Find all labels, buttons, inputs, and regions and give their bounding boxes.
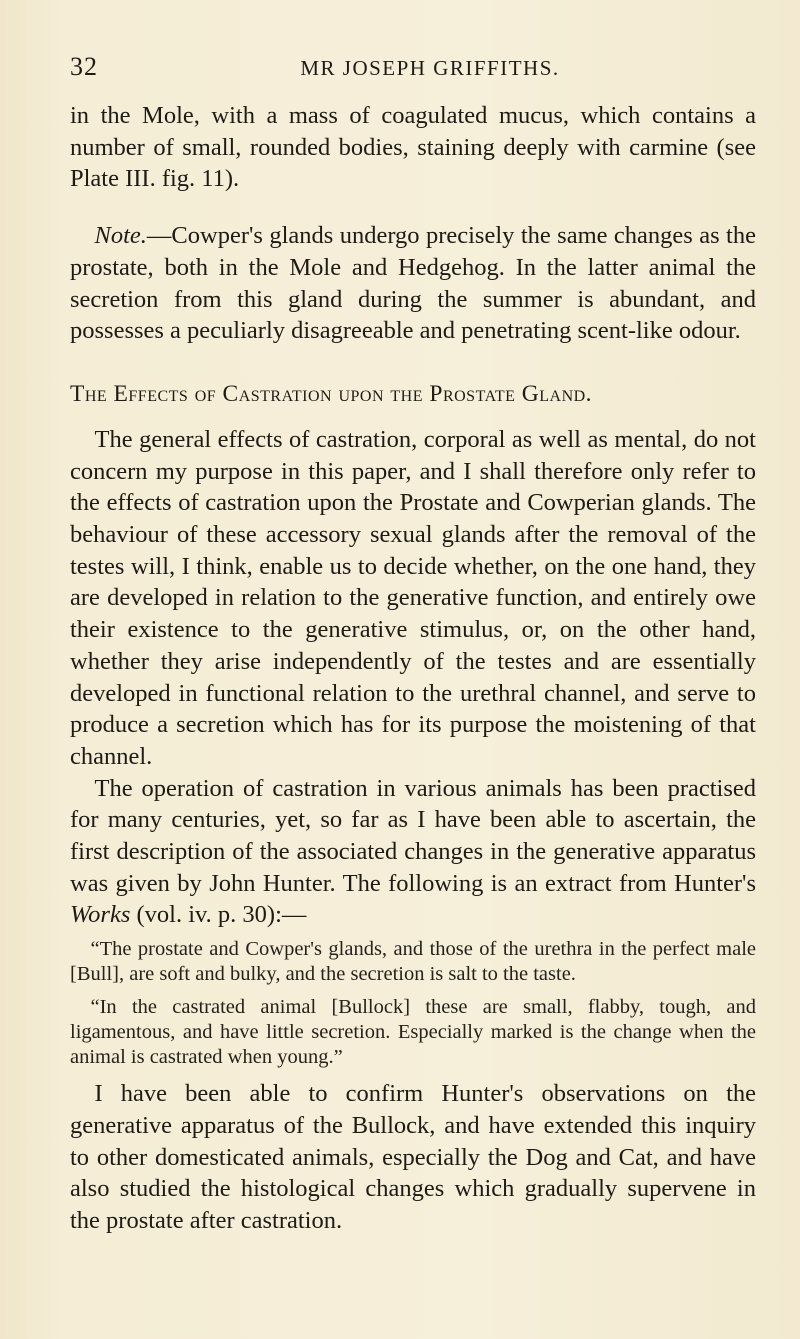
confirmation-text: I have been able to confirm Hunter's observations on the generative apparatus of the Bullock, and have extended this inquiry to other domesticated animals, especially the Dog and Cat, and have also studied the histological changes which gradually supervene in the prostate after castration. [70, 1080, 756, 1234]
works-title: Works [70, 901, 131, 929]
note-label: Note. [94, 222, 147, 250]
quote-bull [70, 937, 756, 987]
quote-bullock [70, 995, 756, 1070]
running-head [70, 52, 750, 86]
note-paragraph [70, 220, 756, 347]
history-text-start: The operation of castration in various animals has been practised for many centuries, yet, so far as I have been able to ascertain, the first description of the associated changes in the generative apparatus was given by John Hunter. The following is an extract from Hunter's [70, 774, 756, 897]
history-text-end: (vol. iv. p. 30):— [130, 901, 307, 929]
section-heading: The Effects of Castration upon the Prostate Gland. [70, 380, 593, 407]
running-title: MR JOSEPH GRIFFITHS. [300, 56, 560, 80]
note-text: —Cowper's glands undergo precisely the same changes as the prostate, both in the Mole and Hedgehog. In the latter animal the secretion from this gland during the summer is abundant, and possesses a peculiarly disagreeable and penetrating scent-like odour. [70, 222, 756, 345]
page-number: 32 [70, 52, 98, 81]
paragraph-general-effects [70, 424, 756, 773]
paragraph-confirmation [70, 1078, 756, 1237]
page-body [70, 100, 756, 1237]
quote-bullock-text: “In the castrated animal [Bullock] these are small, flabby, tough, and ligamentous, and have little secretion. Especially marked is the change when the animal is castrated when young.” [70, 996, 756, 1069]
paragraph-mole-mucus: in the Mole, with a mass of coagulated mucus, which contains a number of small, rounded bodies, staining deeply with carmine (see Plate III. fig. 11). [70, 102, 756, 193]
general-effects-text: The general effects of castration, corporal as well as mental, do not concern my purpose in this paper, and I shall therefore only refer to the effects of castration upon the Prostate and Cowperian glands. The behaviour of these accessory sexual glands after the removal of the testes will, I think, enable us to decide whether, on the one hand, they are developed in relation to the generative function, and entirely owe their existence to the generative stimulus, or, on the other hand, whether they arise independently of the testes and are essentially developed in functional relation to the urethral channel, and serve to produce a secretion which has for its purpose the moistening of that channel. [70, 425, 756, 770]
paragraph-castration-history [70, 773, 756, 932]
quote-bull-text: “The prostate and Cowper's glands, and those of the urethra in the perfect male [Bull], are soft and bulky, and the secretion is salt to the taste. [70, 938, 756, 986]
